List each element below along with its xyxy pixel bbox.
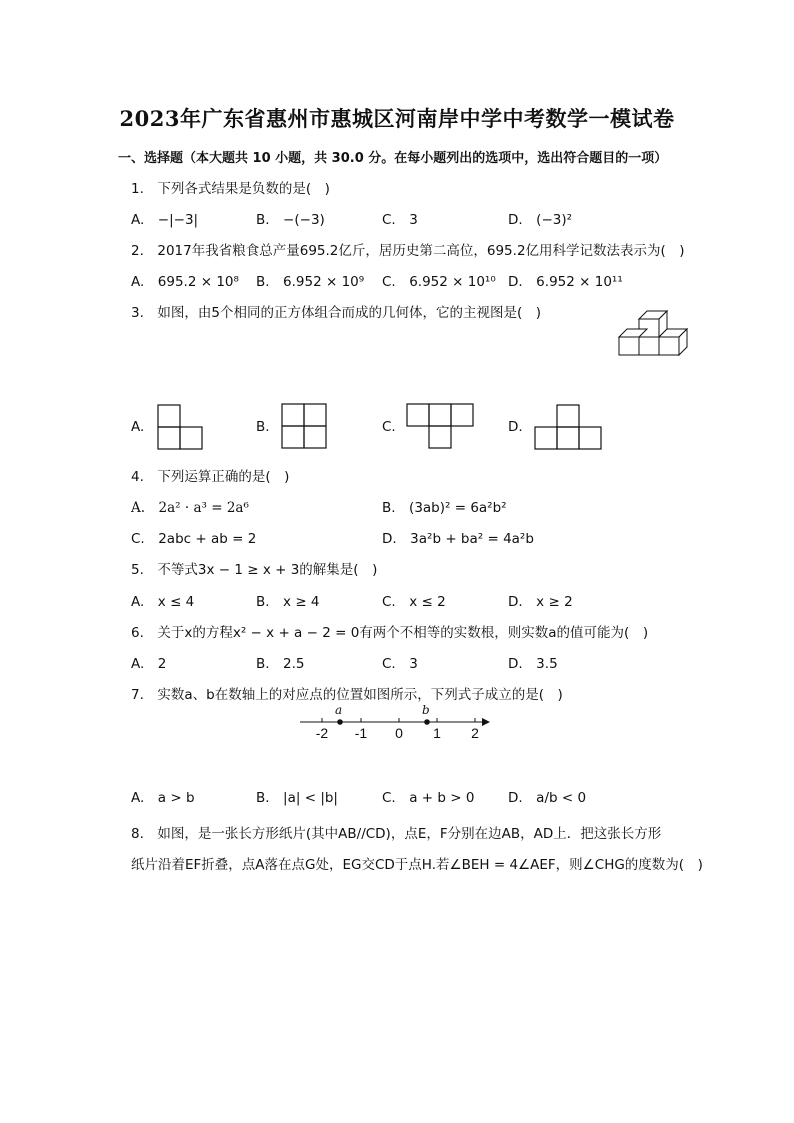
question-7: 7. 实数a、b在数轴上的对应点的位置如图所示，下列式子成立的是( ) xyxy=(131,687,563,703)
tick-label: -2 xyxy=(315,725,329,741)
q3-option-d-figure xyxy=(534,404,604,450)
question-5: 5. 不等式3x − 1 ≥ x + 3的解集是( ) xyxy=(131,562,378,578)
q1-option-b: B. −(−3) xyxy=(256,212,325,228)
q2-option-b: B. 6.952 × 10⁹ xyxy=(256,274,365,290)
tick-label: 1 xyxy=(433,725,441,741)
question-4: 4. 下列运算正确的是( ) xyxy=(131,469,290,485)
page-title: 2023年广东省惠州市惠城区河南岸中学中考数学一模试卷 xyxy=(119,106,675,131)
point-a xyxy=(337,719,343,725)
q7-option-d: D. a/b < 0 xyxy=(508,790,587,806)
q6-option-b: B. 2.5 xyxy=(256,656,305,672)
section-heading: 一、选择题（本大题共 10 小题，共 30.0 分。在每小题列出的选项中，选出符合题目的一项） xyxy=(118,151,668,166)
q6-option-c: C. 3 xyxy=(382,656,418,672)
q5-option-d: D. x ≥ 2 xyxy=(508,594,573,610)
q1-option-d: D. (−3)² xyxy=(508,212,573,228)
q6-option-a: A. 2 xyxy=(131,656,167,672)
point-b-label: b xyxy=(422,703,430,717)
number-line-figure xyxy=(296,700,496,746)
point-a-label: a xyxy=(335,703,343,717)
q3-option-c-figure xyxy=(406,403,476,449)
tick-label: 0 xyxy=(395,725,403,741)
q4-option-d: D. 3a²b + ba² = 4a²b xyxy=(382,531,534,547)
q4-option-a: A. 2a² · a³ = 2a⁶ xyxy=(131,500,249,516)
q5-option-b: B. x ≥ 4 xyxy=(256,594,320,610)
q2-option-d: D. 6.952 × 10¹¹ xyxy=(508,274,623,290)
tick-label: 2 xyxy=(471,725,479,741)
q1-option-c: C. 3 xyxy=(382,212,418,228)
q3-option-b-figure xyxy=(281,403,327,449)
q2-option-a: A. 695.2 × 10⁸ xyxy=(131,274,239,290)
q6-option-d: D. 3.5 xyxy=(508,656,558,672)
q5-option-c: C. x ≤ 2 xyxy=(382,594,446,610)
q3-option-c: C. xyxy=(382,419,396,435)
question-2: 2. 2017年我省粮食总产量695.2亿斤，居历史第二高位，695.2亿用科学记数法表示为( ) xyxy=(131,243,685,259)
q1-option-a: A. −|−3| xyxy=(131,212,199,228)
q4-option-c: C. 2abc + ab = 2 xyxy=(131,531,257,547)
q4-option-b: B. (3ab)² = 6a²b² xyxy=(382,500,507,516)
q3-option-d: D. xyxy=(508,419,523,435)
question-1: 1. 下列各式结果是负数的是( ) xyxy=(131,181,330,197)
q5-option-a: A. x ≤ 4 xyxy=(131,594,195,610)
cube-stack-figure xyxy=(615,305,690,363)
q7-option-b: B. |a| < |b| xyxy=(256,790,338,806)
question-3: 3. 如图，由5个相同的正方体组合而成的几何体，它的主视图是( ) xyxy=(131,305,542,321)
q3-option-a: A. xyxy=(131,419,145,435)
question-6: 6. 关于x的方程x² − x + a − 2 = 0有两个不相等的实数根，则实数a的值可能为( ) xyxy=(131,625,649,641)
point-b xyxy=(424,719,430,725)
q3-option-a-figure xyxy=(157,404,203,450)
q3-option-b: B. xyxy=(256,419,270,435)
question-8: 8. 如图，是一张长方形纸片(其中AB//CD)，点E，F分别在边AB，AD上．把这张长方形 xyxy=(131,826,662,842)
q7-option-a: A. a > b xyxy=(131,790,195,806)
question-8-continued: 纸片沿着EF折叠，点A落在点G处，EG交CD于点H.若∠BEH = 4∠AEF，则∠CHG的度数为( ) xyxy=(131,857,703,873)
q2-option-c: C. 6.952 × 10¹⁰ xyxy=(382,274,496,290)
tick-label: -1 xyxy=(354,725,368,741)
q7-option-c: C. a + b > 0 xyxy=(382,790,475,806)
